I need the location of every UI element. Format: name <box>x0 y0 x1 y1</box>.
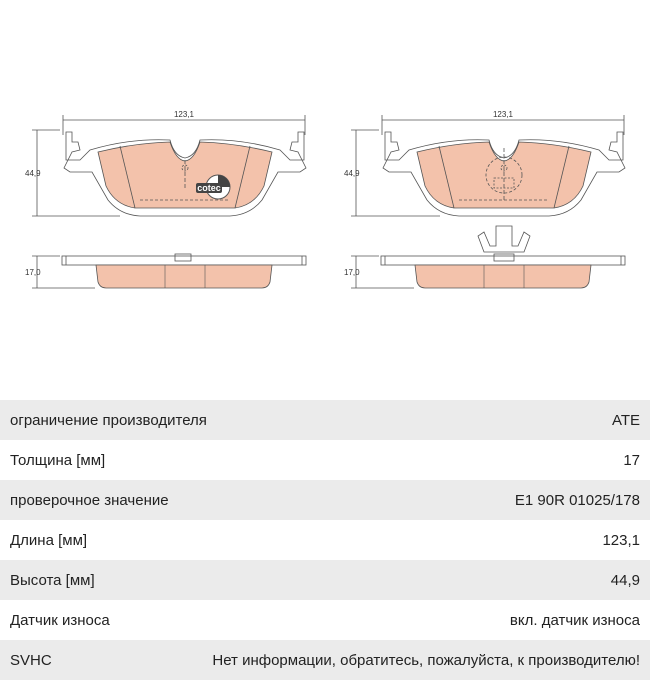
spec-value: вкл. датчик износа <box>509 611 640 629</box>
spec-label: Длина [мм] <box>10 531 88 549</box>
spec-label: ограничение производителя <box>10 411 207 429</box>
left-side-backing-plate <box>62 256 306 265</box>
left-height-label: 44,9 <box>25 169 41 178</box>
spec-value: ATE <box>611 411 640 429</box>
spec-label: Толщина [мм] <box>10 451 106 469</box>
spec-row-manufacturer-restriction <box>0 400 650 440</box>
spec-row-wear-sensor <box>0 600 650 640</box>
wear-sensor-clip <box>478 226 530 252</box>
right-side-backing-plate <box>381 256 625 265</box>
right-height-label: 44,9 <box>344 169 360 178</box>
spec-value: 17 <box>623 451 640 469</box>
spec-label: Высота [мм] <box>10 571 95 589</box>
spec-value: 123,1 <box>602 531 640 549</box>
spec-label: Датчик износа <box>10 611 110 629</box>
spec-row-length <box>0 520 650 560</box>
right-width-label: 123,1 <box>492 110 514 119</box>
cotec-logo-text: cotec <box>197 183 221 193</box>
spec-value: E1 90R 01025/178 <box>514 491 640 509</box>
left-side-friction-material <box>96 265 272 288</box>
spec-row-test-mark <box>0 480 650 520</box>
spec-label: проверочное значение <box>10 491 169 509</box>
spec-value: 44,9 <box>610 571 640 589</box>
left-thickness-label: 17,0 <box>25 268 41 277</box>
spec-value: Нет информации, обратитесь, пожалуйста, к производителю! <box>212 651 640 669</box>
right-thickness-label: 17,0 <box>344 268 360 277</box>
left-width-label: 123,1 <box>173 110 195 119</box>
spec-row-height <box>0 560 650 600</box>
spec-label: SVHC <box>10 651 52 669</box>
spec-row-thickness <box>0 440 650 480</box>
right-side-friction-material <box>415 265 591 288</box>
spec-table <box>0 400 650 680</box>
spec-row-svhc <box>0 640 650 680</box>
